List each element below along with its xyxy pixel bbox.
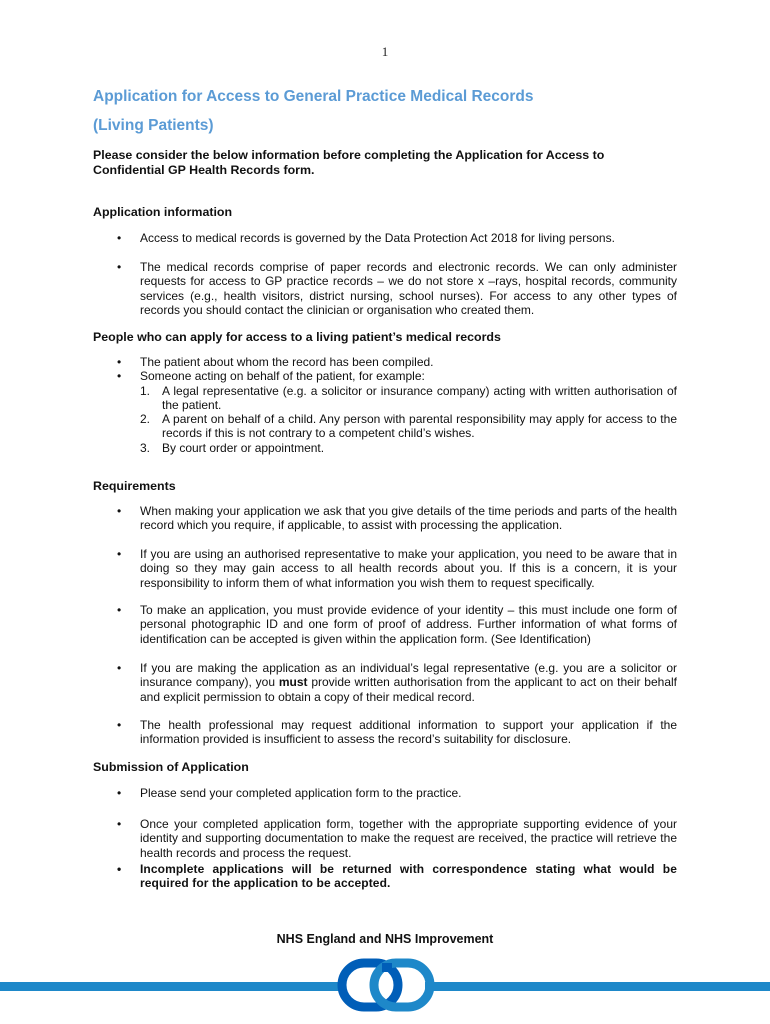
list-item: • When making your application we ask that you give details of the time periods and parts of the health record which you require, if applicable, to assist with processing the application. xyxy=(140,504,677,533)
item-text: If you are making the application as an individual’s legal representative (e.g. you are a solicitor or insurance company), you xyxy=(140,661,677,690)
document-title: Application for Access to General Practice Medical Records xyxy=(93,88,534,105)
section-heading-submission: Submission of Application xyxy=(93,760,249,774)
item-text: provide written authorisation from the applicant to act on their behalf and explicit permission to obtain a copy of their medical record. xyxy=(140,675,677,704)
item-number: 1. xyxy=(140,384,151,398)
footer-band-right xyxy=(425,982,770,991)
list-item: • Once your completed application form, together with the appropriate supporting evidence of your identity and supporting documentation to make the request are received, the practice will retrieve the health records and process the request. xyxy=(140,817,677,860)
chain-link-icon xyxy=(342,963,430,1007)
numbered-item xyxy=(140,412,677,441)
list-item: • Access to medical records is governed by the Data Protection Act 2018 for living persons. xyxy=(140,231,677,245)
item-text: By court order or appointment. xyxy=(162,441,325,455)
footer-band xyxy=(0,958,770,1014)
footer-band-left xyxy=(0,982,345,991)
numbered-item xyxy=(140,441,677,455)
numbered-item xyxy=(140,384,677,413)
list-item: • If you are using an authorised representative to make your application, you need to be aware that in doing so they may gain access to all health records about you. If this is a concern, it is your responsibility to inform them of what information you wish them to request specifically. xyxy=(140,547,677,590)
item-text: A parent on behalf of a child. Any person with parental responsibility may apply for access to the records if this is not contrary to a competent child’s wishes. xyxy=(162,412,677,441)
list-item: • Please send your completed application form to the practice. xyxy=(140,786,677,800)
item-text: A legal representative (e.g. a solicitor or insurance company) acting with written authorisation of the patient. xyxy=(162,384,677,413)
list-item: • The health professional may request additional information to support your application if the information provided is insufficient to assess the record’s suitability for disclosure. xyxy=(140,718,677,747)
section-heading-who-can-apply: People who can apply for access to a living patient’s medical records xyxy=(93,330,501,344)
footer-org-name: NHS England and NHS Improvement xyxy=(276,932,494,946)
list-item xyxy=(140,661,677,704)
item-number: 2. xyxy=(140,412,151,426)
section-heading-requirements: Requirements xyxy=(93,479,176,493)
page-number: 1 xyxy=(381,44,389,59)
emphasis-text: must xyxy=(278,675,308,690)
section-heading-application-info: Application information xyxy=(93,205,233,219)
list-item: • Someone acting on behalf of the patient, for example: xyxy=(140,369,677,383)
list-item: • The medical records comprise of paper records and electronic records. We can only administer requests for access to GP practice records – we do not store x –rays, hospital records, community services (e.g., health visitors, district nursing, school nurses). For access to any other types of records you should contact the clinician or organisation who created them. xyxy=(140,260,677,318)
item-number: 3. xyxy=(140,441,151,455)
list-item: • Incomplete applications will be returned with correspondence stating what would be required for the application to be accepted. xyxy=(140,862,677,891)
list-item: • The patient about whom the record has been compiled. xyxy=(140,355,677,369)
list-item: • To make an application, you must provide evidence of your identity – this must include one form of personal photographic ID and one form of proof of address. Further information of what forms of identification can be accepted is given within the application form. (See Identification) xyxy=(140,603,677,646)
document-subtitle: (Living Patients) xyxy=(93,117,214,134)
intro-paragraph: Please consider the below information before completing the Application for Access to Confidential GP Health Records form. xyxy=(93,148,605,177)
